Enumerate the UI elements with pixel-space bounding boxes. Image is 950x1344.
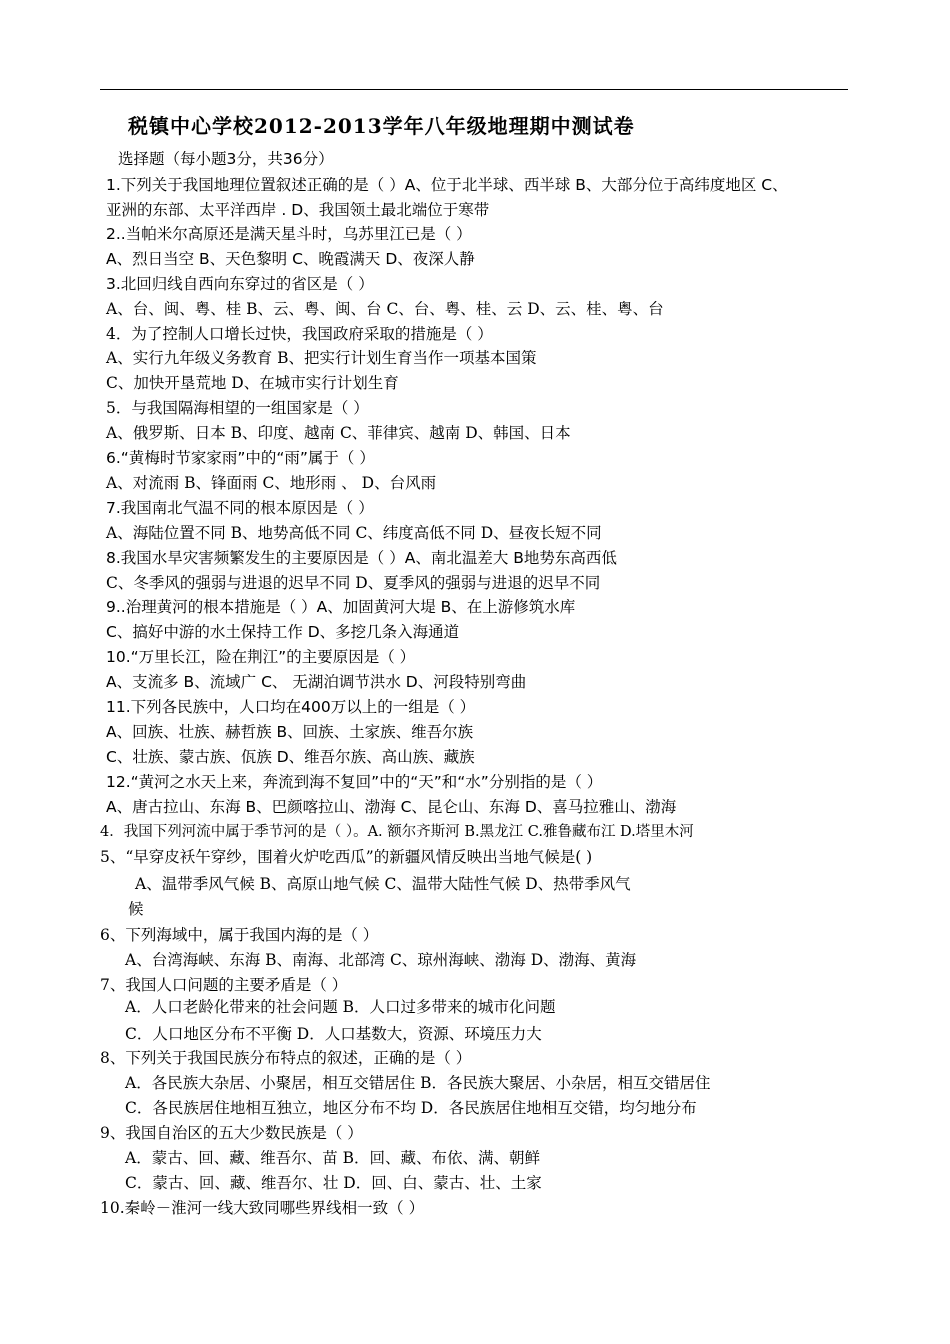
question-8b-options-cd: C．各民族居住地相互独立，地区分布不均 D．各民族居住地相互交错，均匀地分布 bbox=[125, 1099, 697, 1117]
question-12: 12.“黄河之水天上来，奔流到海不复回”中的“天”和“水”分别指的是（ ） bbox=[106, 773, 603, 791]
header-rule bbox=[100, 89, 848, 90]
question-8b: 8、下列关于我国民族分布特点的叙述，正确的是（ ） bbox=[100, 1049, 472, 1067]
question-4b: 4．我国下列河流中属于季节河的是（ ）。A. 额尔齐斯河 B.黑龙江 C.雅鲁藏布江 D.塔里木河 bbox=[100, 824, 694, 840]
page-title: 税镇中心学校2012-2013学年八年级地理期中测试卷 bbox=[128, 114, 635, 138]
question-1-line-1: 1.下列关于我国地理位置叙述正确的是（ ）A、位于北半球、西半球 B、大部分位于高纬度地区 C、 bbox=[106, 176, 788, 194]
section-heading: 选择题（每小题3分，共36分） bbox=[118, 150, 334, 168]
question-10-options: A、支流多 B、流域广 C、 无湖泊调节洪水 D、河段特别弯曲 bbox=[106, 673, 527, 691]
question-11-options-cd: C、壮族、蒙古族、佤族 D、维吾尔族、高山族、藏族 bbox=[106, 748, 475, 766]
question-7b-options-cd: C．人口地区分布不平衡 D．人口基数大，资源、环境压力大 bbox=[125, 1025, 542, 1043]
question-2: 2..当帕米尔高原还是满天星斗时，乌苏里江已是（ ） bbox=[106, 225, 472, 243]
question-6b: 6、下列海域中，属于我国内海的是（ ） bbox=[100, 926, 379, 944]
question-8b-options-ab: A．各民族大杂居、小聚居，相互交错居住 B．各民族大聚居、小杂居，相互交错居住 bbox=[125, 1074, 711, 1092]
question-7-options: A、海陆位置不同 B、地势高低不同 C、纬度高低不同 D、昼夜长短不同 bbox=[106, 524, 602, 542]
question-1-line-2: 亚洲的东部、太平洋西岸 . D、我国领土最北端位于寒带 bbox=[106, 201, 490, 219]
question-5b-options: A、温带季风气候 B、高原山地气候 C、温带大陆性气候 D、热带季风气 bbox=[135, 875, 631, 893]
question-7: 7.我国南北气温不同的根本原因是（ ） bbox=[106, 499, 374, 517]
question-9-options: C、搞好中游的水土保持工作 D、多挖几条入海通道 bbox=[106, 623, 460, 641]
question-8-options: C、冬季风的强弱与进退的迟早不同 D、夏季风的强弱与进退的迟早不同 bbox=[106, 574, 601, 592]
question-7b: 7、我国人口问题的主要矛盾是（ ） bbox=[100, 976, 348, 994]
question-6-options: A、对流雨 B、锋面雨 C、地形雨 、 D、台风雨 bbox=[106, 474, 437, 492]
question-5-options: A、俄罗斯、日本 B、印度、越南 C、菲律宾、越南 D、韩国、日本 bbox=[106, 424, 571, 442]
question-8: 8.我国水旱灾害频繁发生的主要原因是（ ）A、南北温差大 B地势东高西低 bbox=[106, 549, 617, 567]
question-10: 10.“万里长江，险在荆江”的主要原因是（ ） bbox=[106, 648, 416, 666]
question-7b-options-ab: A．人口老龄化带来的社会问题 B．人口过多带来的城市化问题 bbox=[125, 998, 556, 1016]
question-4-options-cd: C、加快开垦荒地 D、在城市实行计划生育 bbox=[106, 374, 399, 392]
question-4: 4．为了控制人口增长过快，我国政府采取的措施是（ ） bbox=[106, 325, 493, 343]
question-4-options-ab: A、实行九年级义务教育 B、把实行计划生育当作一项基本国策 bbox=[106, 349, 537, 367]
question-9b-options-ab: A．蒙古、回、藏、维吾尔、苗 B．回、藏、布依、满、朝鲜 bbox=[125, 1149, 541, 1167]
question-10b: 10.秦岭－淮河一线大致同哪些界线相一致（ ） bbox=[100, 1199, 425, 1217]
question-5: 5．与我国隔海相望的一组国家是（ ） bbox=[106, 399, 369, 417]
question-2-options: A、烈日当空 B、天色黎明 C、晚霞满天 D、夜深人静 bbox=[106, 250, 475, 268]
question-5b: 5、“早穿皮袄午穿纱，围着火炉吃西瓜”的新疆风情反映出当地气候是( ) bbox=[100, 848, 593, 866]
question-3-options: A、台、闽、粤、桂 B、云、粤、闽、台 C、台、粤、桂、云 D、云、桂、粤、台 bbox=[106, 300, 664, 318]
question-9b: 9、我国自治区的五大少数民族是（ ） bbox=[100, 1124, 363, 1142]
question-6b-options: A、台湾海峡、东海 B、南海、北部湾 C、琼州海峡、渤海 D、渤海、黄海 bbox=[125, 951, 637, 969]
question-3: 3.北回归线自西向东穿过的省区是（ ） bbox=[106, 275, 374, 293]
question-12-options: A、唐古拉山、东海 B、巴颜喀拉山、渤海 C、昆仑山、东海 D、喜马拉雅山、渤海 bbox=[106, 798, 677, 816]
question-5b-options-wrap: 候 bbox=[128, 900, 144, 918]
question-11: 11.下列各民族中，人口均在400万以上的一组是（ ） bbox=[106, 698, 476, 716]
question-9b-options-cd: C．蒙古、回、藏、维吾尔、壮 D．回、白、蒙古、壮、土家 bbox=[125, 1174, 542, 1192]
question-9: 9..治理黄河的根本措施是（ ）A、加固黄河大堤 B、在上游修筑水库 bbox=[106, 598, 576, 616]
question-11-options-ab: A、回族、壮族、赫哲族 B、回族、土家族、维吾尔族 bbox=[106, 723, 474, 741]
question-6: 6.“黄梅时节家家雨”中的“雨”属于（ ） bbox=[106, 449, 375, 467]
